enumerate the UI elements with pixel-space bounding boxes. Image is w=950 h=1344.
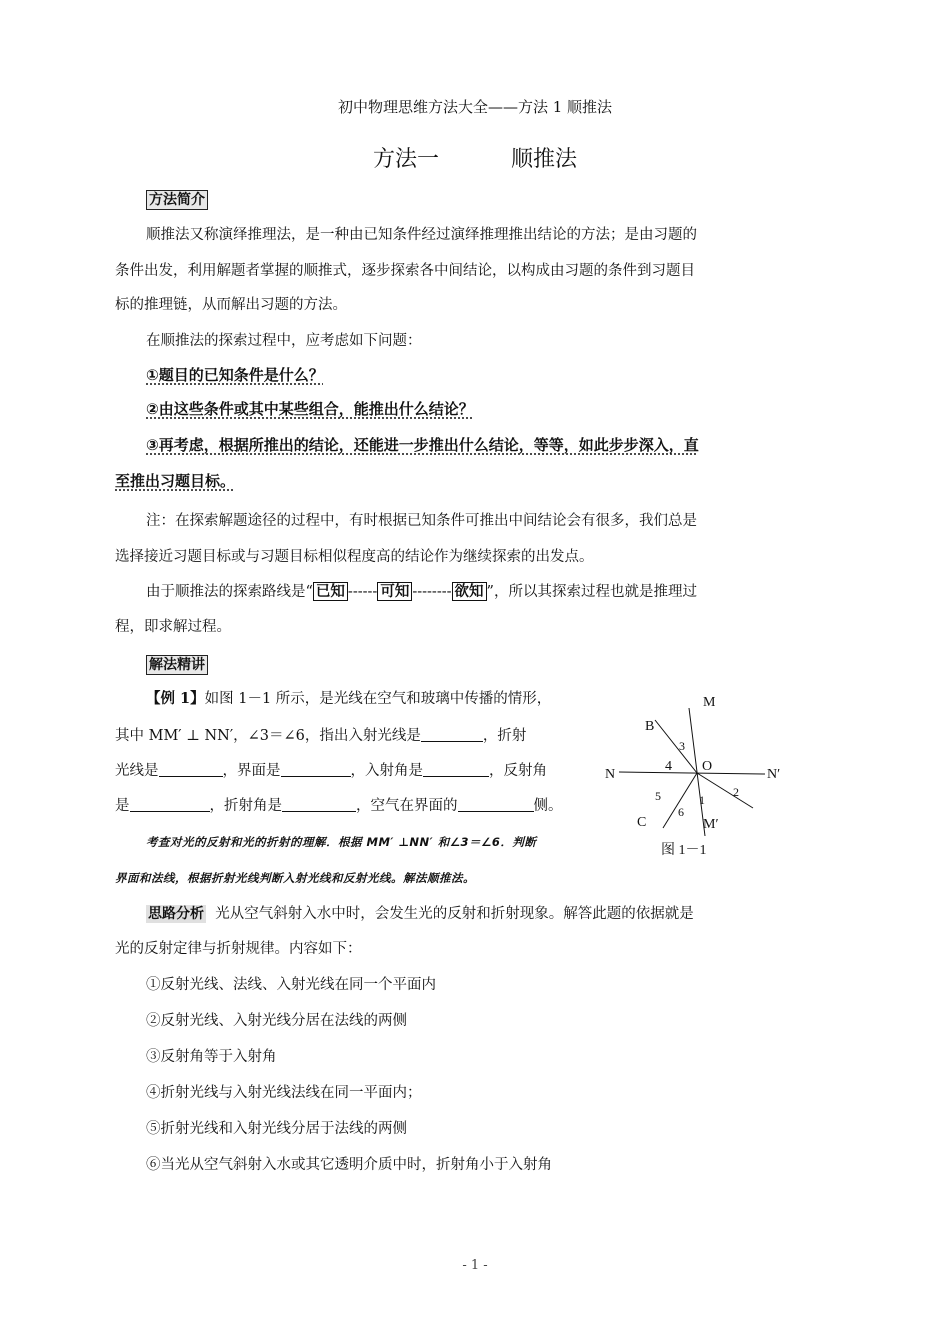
analysis-line-2: 光的反射定律与折射规律。内容如下： [115, 941, 362, 957]
example-line-2: 其中 MM′ ⊥ NN′，∠3＝∠6，指出入射光线是 ，折射 [115, 728, 527, 744]
rule-1: ①反射光线、法线、入射光线在同一个平面内 [146, 977, 436, 993]
question-1: ①题目的已知条件是什么？ [146, 366, 324, 384]
blank-air-side [458, 797, 534, 812]
label-b: B [645, 719, 655, 734]
title-part1: 方法一 [372, 147, 439, 172]
question-2: ②由这些条件或其中某些组合，能推出什么结论？ [146, 400, 474, 418]
example-line-1: 【例 1】如图 1－1 所示，是光线在空气和玻璃中传播的情形， [146, 690, 552, 707]
question-3: ③再考虑，根据所推出的结论，还能进一步推出什么结论，等等，如此步步深入，直 [146, 436, 699, 454]
label-angle-6: 6 [678, 805, 684, 819]
rule-3: ③反射角等于入射角 [146, 1049, 277, 1065]
route-dash2: -------- [412, 584, 452, 600]
label-angle-5: 5 [655, 789, 661, 803]
question-3-cont: 至推出习题目标。 [115, 472, 236, 490]
label-angle-2: 2 [733, 785, 739, 799]
label-angle-3: 3 [679, 739, 685, 753]
hint-line-1: 考查对光的反射和光的折射的理解．根据 MM′ ⊥NN′ 和∠3＝∠6．判断 [146, 835, 537, 849]
interface-line-nn [619, 772, 765, 774]
example-line-4: 是 ，折射角是 ，空气在界面的 侧。 [115, 798, 563, 814]
label-angle-4: 4 [665, 759, 672, 774]
page-header: 初中物理思维方法大全——方法 1 顺推法 [337, 98, 613, 116]
figure-caption: 图 1－1 [661, 843, 707, 858]
page-title [0, 142, 950, 173]
route-known: 已知 [313, 582, 348, 601]
route-prefix: 由于顺推法的探索路线是“ [146, 584, 313, 600]
route-line [146, 583, 697, 601]
blank-interface [281, 762, 351, 777]
ray-ob [655, 720, 697, 773]
route-wanted: 欲知 [452, 582, 487, 601]
blank-reflection-angle [130, 797, 210, 812]
rule-5: ⑤折射光线和入射光线分居于法线的两侧 [146, 1121, 407, 1137]
note-line-1: 注：在探索解题途径的过程中，有时根据已知条件可推出中间结论会有很多，我们总是 [146, 513, 697, 529]
rule-4: ④折射光线与入射光线法线在同一平面内； [146, 1085, 422, 1101]
note-line-2: 选择接近习题目标或与习题目标相似程度高的结论作为继续探索的出发点。 [115, 549, 594, 565]
analysis-label: 思路分析 [148, 906, 204, 922]
rule-2: ②反射光线、入射光线分居在法线的两侧 [146, 1013, 407, 1029]
title-part2: 顺推法 [511, 147, 578, 172]
ray-o2 [697, 773, 753, 808]
intro-line-2: 条件出发，利用解题者掌握的顺推式，逐步探索各中间结论，以构成由习题的条件到习题目 [115, 263, 695, 279]
blank-refraction-angle [282, 797, 356, 812]
route-line-2: 程，即求解过程。 [115, 619, 231, 635]
intro-line-1: 顺推法又称演绎推理法，是一种由已知条件经过演绎推理推出结论的方法；是由习题的 [146, 227, 697, 243]
label-m: M [703, 695, 716, 710]
hint-line-2: 界面和法线，根据折射光线判断入射光线和反射光线。解法顺推法。 [115, 871, 475, 885]
label-n: N [605, 767, 616, 782]
label-o: O [702, 759, 713, 774]
blank-refracted-ray [159, 762, 223, 777]
page-number: - 1 - [462, 1258, 488, 1273]
section-method-label: 解法精讲 [146, 654, 208, 674]
blank-incident-ray [421, 727, 483, 742]
route-suffix: ”，所以其探索过程也就是推理过 [486, 584, 697, 600]
route-derivable: 可知 [377, 582, 412, 601]
figure-1-1 [605, 690, 785, 860]
rule-6: ⑥当光从空气斜射入水或其它透明介质中时，折射角小于入射角 [146, 1157, 552, 1173]
analysis-line-1: 思路分析 光从空气斜射入水中时，会发生光的反射和折射现象。解答此题的依据就是 [148, 906, 694, 922]
example-line-3: 光线是 ，界面是 ，入射角是 ，反射角 [115, 763, 547, 779]
blank-incident-angle [423, 762, 489, 777]
label-c: C [637, 815, 647, 830]
label-m-prime: M′ [703, 817, 719, 832]
example-tag: 【例 1】 [146, 690, 205, 707]
intro-line-3: 标的推理链，从而解出习题的方法。 [115, 297, 347, 313]
consider-line: 在顺推法的探索过程中，应考虑如下问题： [146, 333, 422, 349]
label-n-prime: N′ [767, 767, 781, 782]
section-intro-label: 方法简介 [146, 189, 208, 209]
route-dash1: ------ [347, 584, 378, 600]
label-angle-1: 1 [699, 793, 705, 807]
ray-oc [663, 773, 697, 828]
